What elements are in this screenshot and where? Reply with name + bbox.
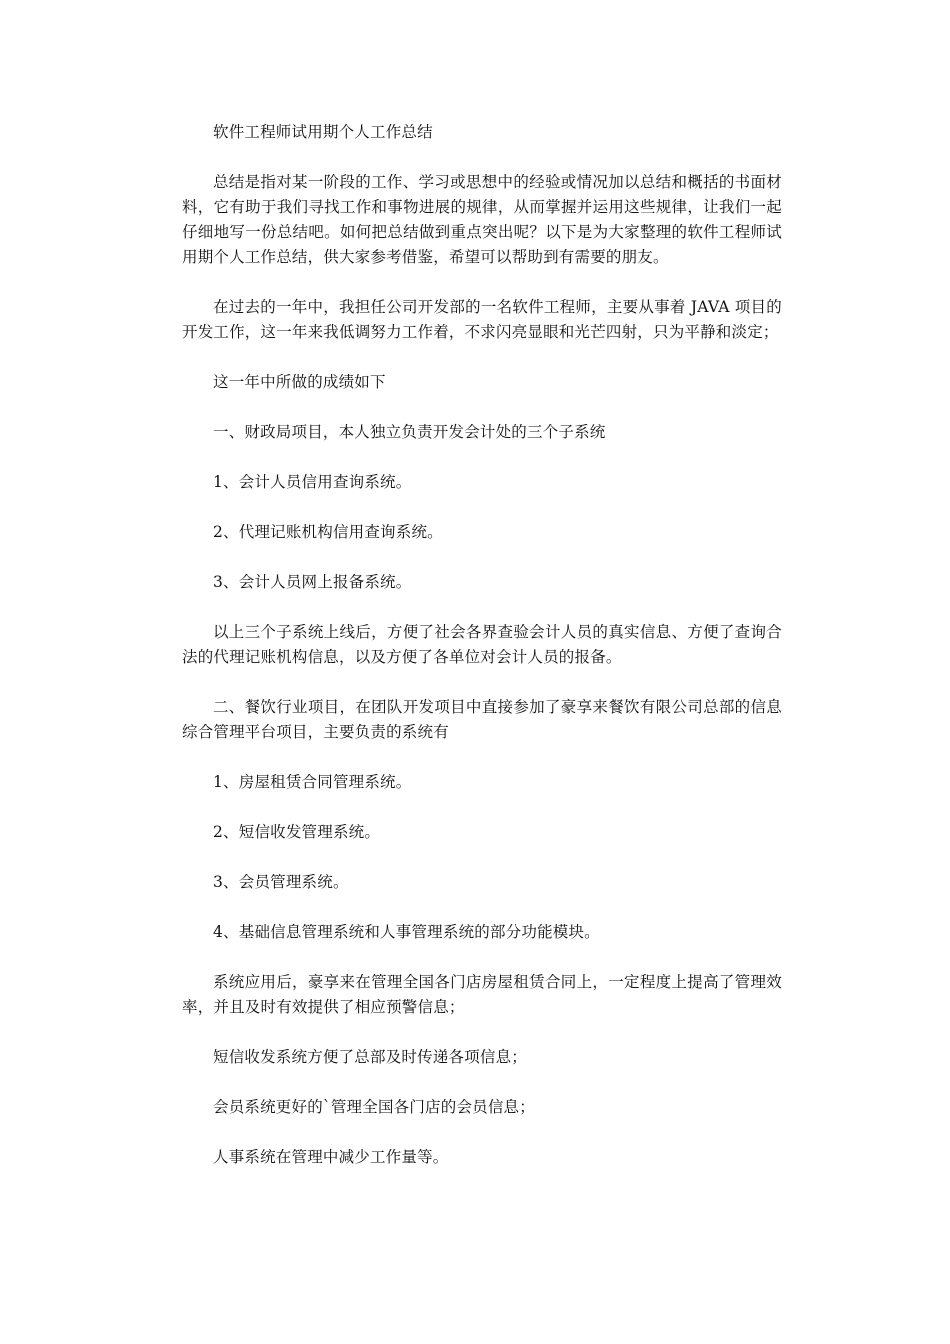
paragraph-hr-result: 人事系统在管理中减少工作量等。 <box>213 1148 449 1166</box>
document-title: 软件工程师试用期个人工作总结 <box>213 123 433 141</box>
paragraph-intro: 总结是指对某一阶段的工作、学习或思想中的经验或情况加以总结和概括的书面材料，它有助于我们寻找工作和事物进展的规律，从而掌握并运用这些规律，让我们一起仔细地写一份总结吧。如何把总结做到重点突出呢？以下是为大家整理的软件工程师试用期个人工作总结，供大家参考借鉴，希望可以帮助到有需要的朋友。 <box>182 173 782 266</box>
paragraph-finance-result: 以上三个子系统上线后，方便了社会各界查验会计人员的真实信息、方便了查询合法的代理记账机构信息，以及方便了各单位对会计人员的报备。 <box>182 623 782 666</box>
list-item: 2、短信收发管理系统。 <box>213 823 381 841</box>
paragraph-catering-result: 系统应用后，豪享来在管理全国各门店房屋租赁合同上，一定程度上提高了管理效率，并且及时有效提供了相应预警信息； <box>182 973 782 1016</box>
paragraph-sms-result: 短信收发系统方便了总部及时传递各项信息； <box>213 1048 528 1066</box>
section-heading-catering-project: 二、餐饮行业项目，在团队开发项目中直接参加了豪享来餐饮有限公司总部的信息综合管理平台项目，主要负责的系统有 <box>182 698 782 741</box>
section-heading-finance-project: 一、财政局项目，本人独立负责开发会计处的三个子系统 <box>213 423 606 441</box>
list-item: 1、房屋租赁合同管理系统。 <box>213 773 412 791</box>
paragraph-achievements-heading: 这一年中所做的成绩如下 <box>213 373 386 391</box>
list-item: 3、会计人员网上报备系统。 <box>213 573 412 591</box>
list-item: 3、会员管理系统。 <box>213 873 349 891</box>
list-item: 2、代理记账机构信用查询系统。 <box>213 523 443 541</box>
paragraph-background: 在过去的一年中，我担任公司开发部的一名软件工程师，主要从事着 JAVA 项目的开发工作，这一年来我低调努力工作着，不求闪亮显眼和光芒四射，只为平静和淡定； <box>182 298 782 341</box>
list-item: 1、会计人员信用查询系统。 <box>213 473 412 491</box>
document-body <box>182 120 782 1170</box>
paragraph-member-result: 会员系统更好的`管理全国各门店的会员信息； <box>213 1098 535 1116</box>
list-item: 4、基础信息管理系统和人事管理系统的部分功能模块。 <box>213 923 600 941</box>
